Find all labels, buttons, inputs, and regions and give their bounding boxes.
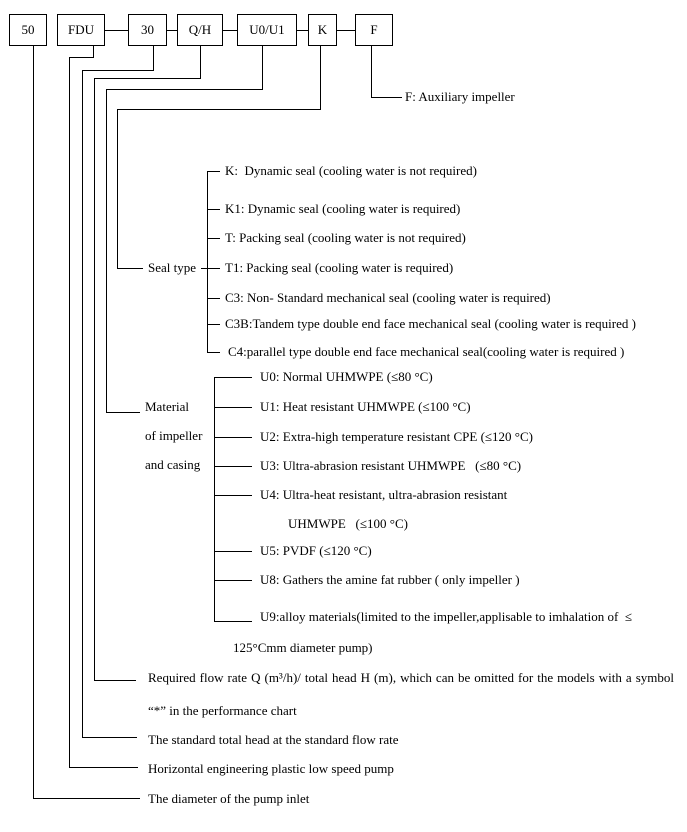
material-label-line3: and casing [145,457,201,472]
material-item-u9: U9:alloy materials(limited to the impeller,applisable to imhalation of ≤ [260,609,632,624]
material-tick [214,407,252,408]
leader-30 [82,70,154,71]
material-item-u5: U5: PVDF (≤120 °C) [260,543,372,558]
leader-fdu [93,46,94,57]
model-box-k: K [308,14,337,46]
leader-qh [94,78,95,680]
material-label-line1: Material [145,399,190,414]
standard-head-note: The standard total head at the standard flow rate [148,732,399,747]
material-tick [214,580,252,581]
material-tick [214,495,252,496]
model-box-qh: Q/H [177,14,223,46]
leader-30 [82,737,137,738]
seal-tick [207,209,220,210]
material-item-u0: U0: Normal UHMWPE (≤80 °C) [260,369,433,384]
box-connector [105,30,128,31]
material-bracket [214,377,215,621]
leader-fdu [69,57,70,768]
leader-fdu [69,767,138,768]
leader-k [320,46,321,109]
seal-tick [207,298,220,299]
seal-type-label: Seal type [148,260,197,275]
leader-30 [82,70,83,737]
box-connector [297,30,308,31]
inlet-diameter-note: The diameter of the pump inlet [148,791,310,806]
material-tick [214,377,252,378]
leader-k [117,268,143,269]
material-tick [214,551,252,552]
leader-u0u1 [106,412,140,413]
leader-k [117,109,321,110]
seal-tick [207,324,220,325]
leader-f [371,97,402,98]
seal-bracket [207,171,208,353]
seal-item-c4: C4:parallel type double end face mechanical seal(cooling water is required ) [228,344,625,359]
model-box-30: 30 [128,14,167,46]
seal-item-c3b: C3B:Tandem type double end face mechanical seal (cooling water is required ) [225,316,636,331]
material-tick [214,621,252,622]
leader-50 [33,46,34,799]
material-tick [214,437,252,438]
seal-item-c3: C3: Non- Standard mechanical seal (cooling water is required) [225,290,551,305]
leader-k [117,109,118,268]
leader-qh [200,46,201,78]
leader-qh [94,680,136,681]
seal-item-t1: T1: Packing seal (cooling water is required) [225,260,454,275]
leader-30 [153,46,154,70]
material-item-u8: U8: Gathers the amine fat rubber ( only impeller ) [260,572,520,587]
model-box-u0u1: U0/U1 [237,14,297,46]
box-connector [167,30,177,31]
model-box-50: 50 [9,14,47,46]
material-item-u4: U4: Ultra-heat resistant, ultra-abrasion resistant [260,487,508,502]
seal-tick [201,268,220,269]
seal-item-k: K: Dynamic seal (cooling water is not required) [225,163,477,178]
box-connector [337,30,355,31]
material-item-u1: U1: Heat resistant UHMWPE (≤100 °C) [260,399,471,414]
material-item-u9-line2: 125°Cmm diameter pump) [233,640,373,655]
model-box-fdu: FDU [57,14,105,46]
auxiliary-impeller-label: F: Auxiliary impeller [405,89,515,104]
material-item-u2: U2: Extra-high temperature resistant CPE (≤120 °C) [260,429,533,444]
box-connector [223,30,237,31]
material-label-line2: of impeller [145,428,203,443]
seal-tick [207,352,220,353]
seal-tick [207,238,220,239]
leader-fdu [69,57,94,58]
leader-u0u1 [106,89,107,412]
material-tick [214,466,252,467]
material-item-u4-line2: UHMWPE (≤100 °C) [288,516,408,531]
leader-f [371,46,372,97]
flow-rate-note: Required flow rate Q (m³/h)/ total head H (m), which can be omitted for the models with a symbol “*” in the performance chart [148,670,674,718]
leader-u0u1 [106,89,263,90]
seal-tick [207,171,220,172]
seal-item-k1: K1: Dynamic seal (cooling water is required) [225,201,461,216]
leader-qh [94,78,201,79]
seal-item-t: T: Packing seal (cooling water is not required) [225,230,466,245]
pump-type-note: Horizontal engineering plastic low speed pump [148,761,394,776]
leader-u0u1 [262,46,263,89]
leader-50 [33,798,140,799]
model-box-f: F [355,14,393,46]
material-item-u3: U3: Ultra-abrasion resistant UHMWPE (≤80 °C) [260,458,522,473]
